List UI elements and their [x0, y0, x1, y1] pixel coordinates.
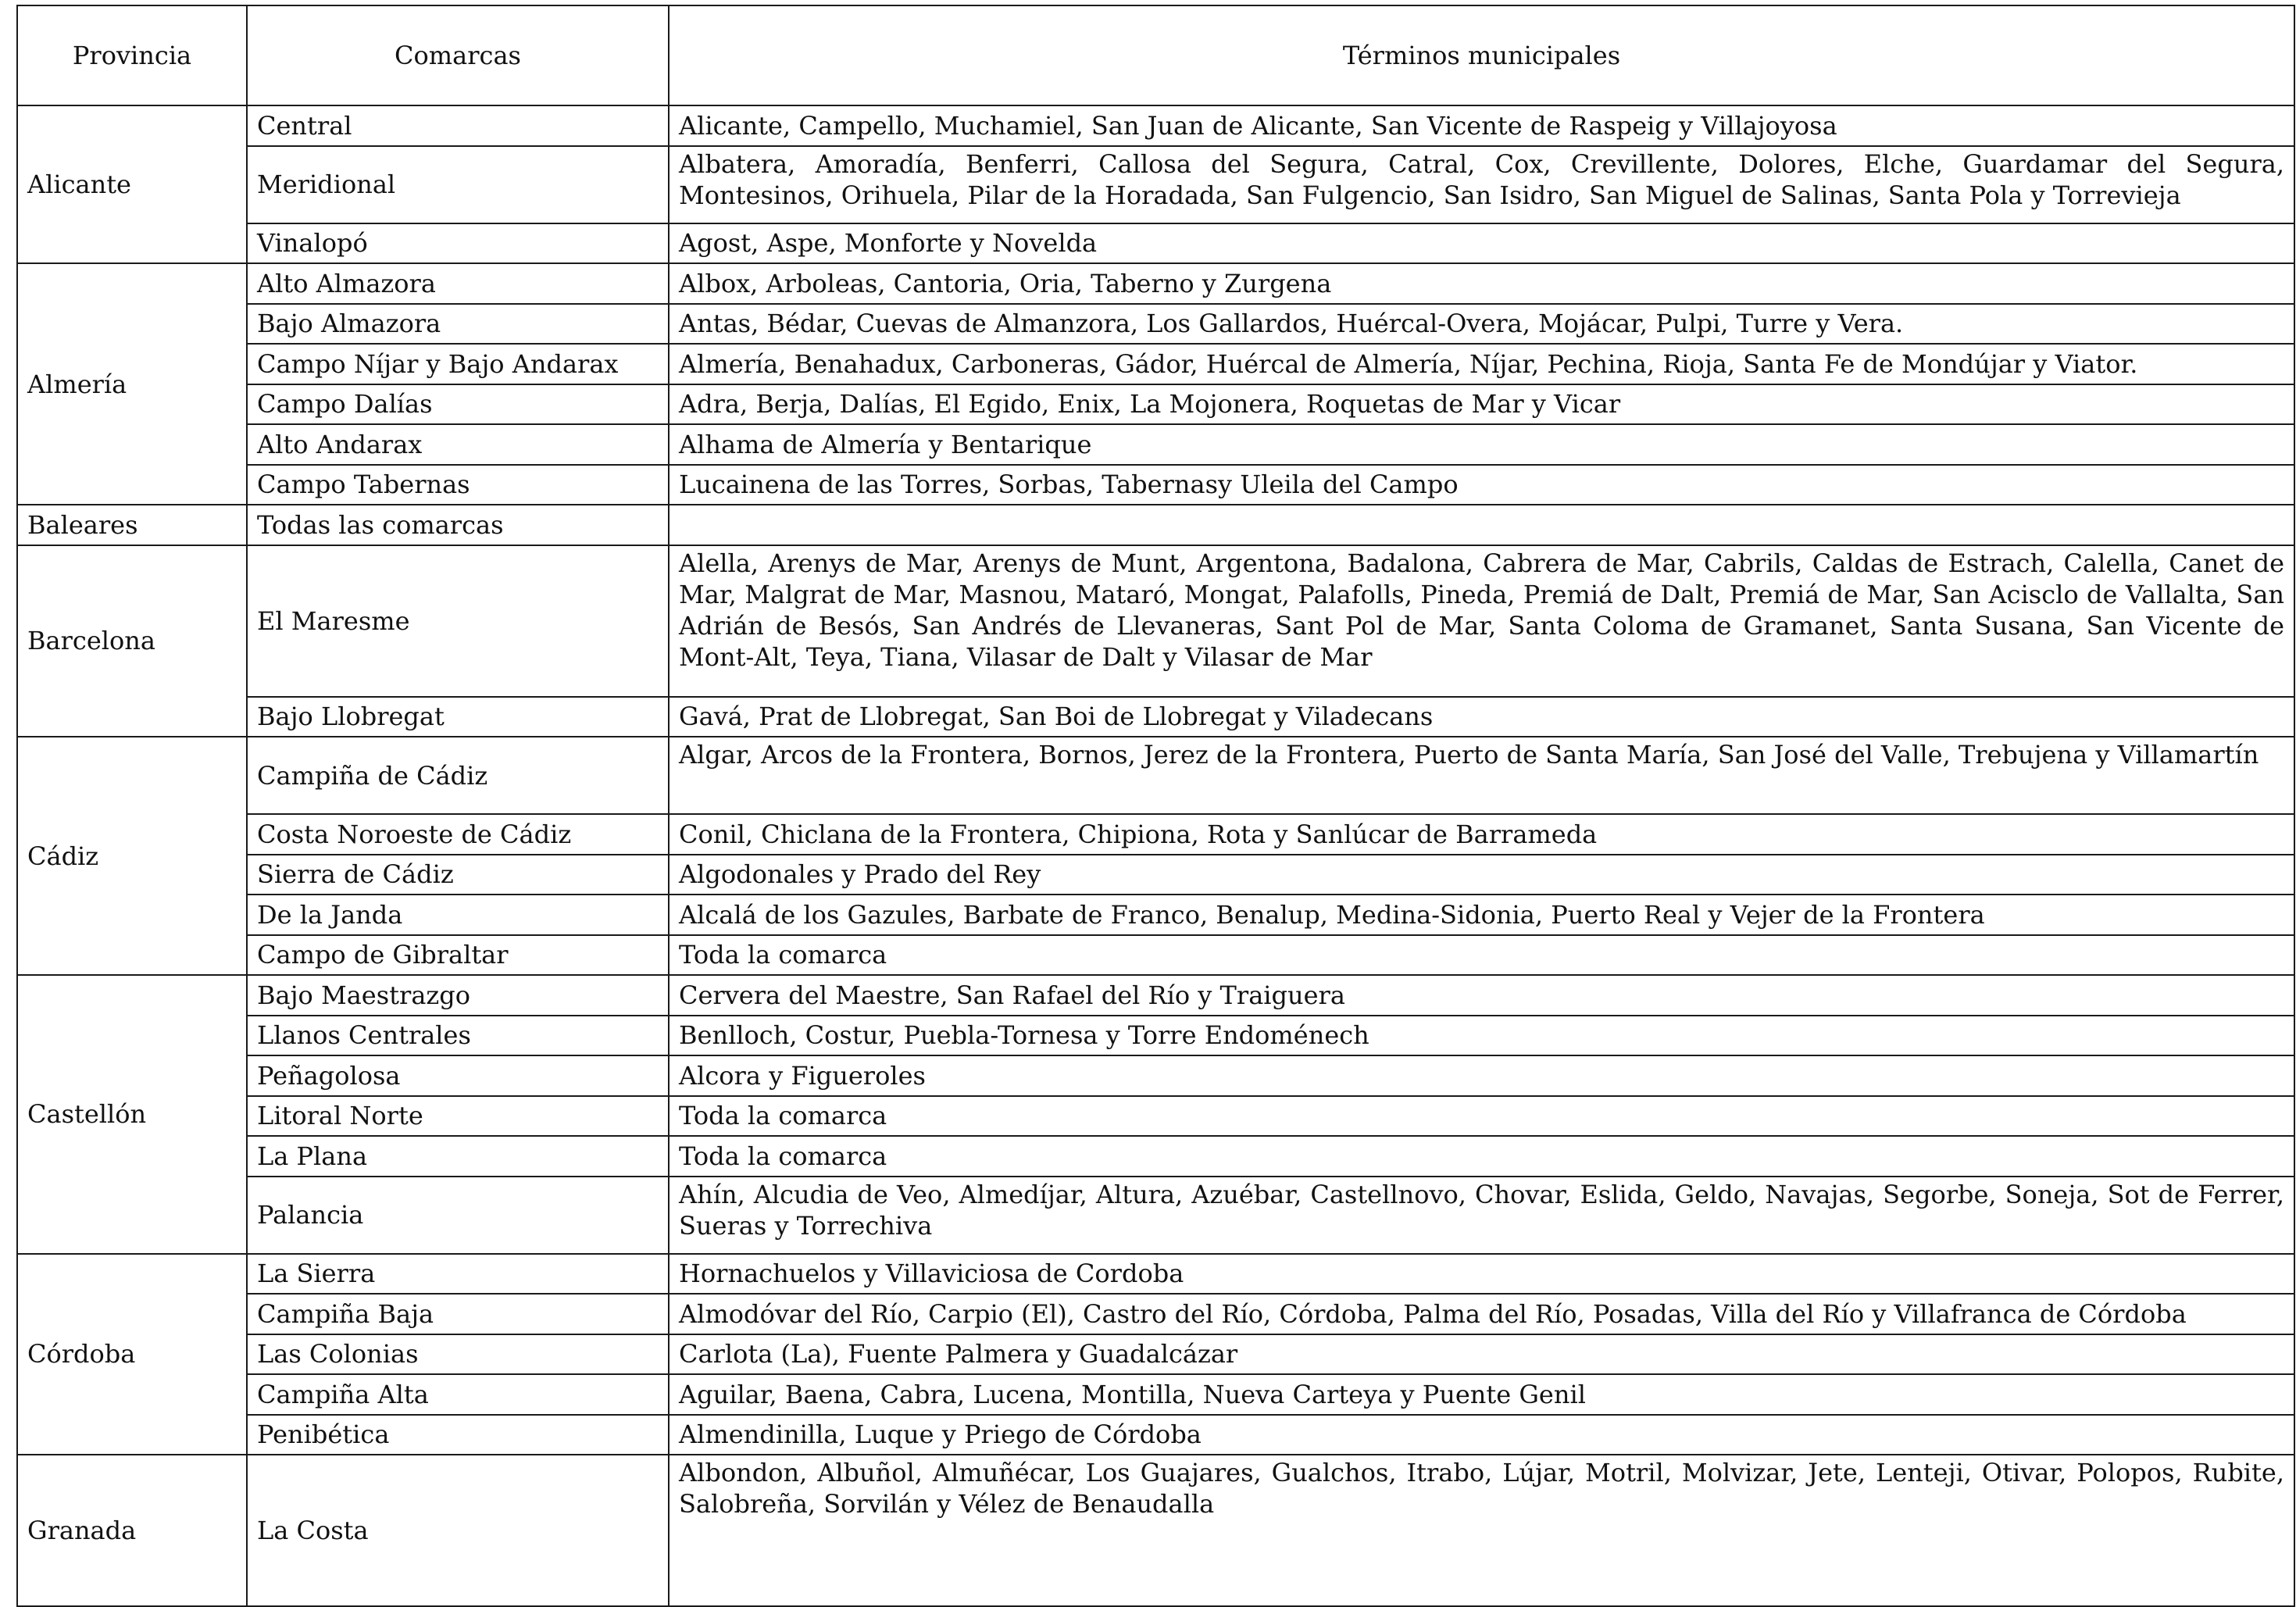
- table-header: [17, 5, 2294, 105]
- terminos-cell: Gavá, Prat de Llobregat, San Boi de Llobregat y Viladecans: [669, 697, 2294, 737]
- table-row: [17, 344, 2294, 384]
- comarca-cell: Alto Andarax: [247, 424, 669, 465]
- terminos-cell: Aguilar, Baena, Cabra, Lucena, Montilla, Nueva Carteya y Puente Genil: [669, 1374, 2294, 1415]
- comarca-cell: La Plana: [247, 1136, 669, 1177]
- table-row: [17, 105, 2294, 146]
- terminos-cell: Toda la comarca: [669, 935, 2294, 976]
- table-row: [17, 223, 2294, 264]
- terminos-cell: Lucainena de las Torres, Sorbas, Tabernasy Uleila del Campo: [669, 465, 2294, 505]
- terminos-cell: Alcora y Figueroles: [669, 1055, 2294, 1096]
- terminos-cell: Hornachuelos y Villaviciosa de Cordoba: [669, 1254, 2294, 1295]
- comarca-cell: Litoral Norte: [247, 1096, 669, 1137]
- terminos-cell: Alhama de Almería y Bentarique: [669, 424, 2294, 465]
- comarca-cell: La Sierra: [247, 1254, 669, 1295]
- table-row: [17, 855, 2294, 895]
- comarca-cell: Campo Dalías: [247, 384, 669, 425]
- comarca-cell: Las Colonias: [247, 1334, 669, 1375]
- terminos-cell: Almendinilla, Luque y Priego de Córdoba: [669, 1415, 2294, 1455]
- terminos-cell: Alella, Arenys de Mar, Arenys de Munt, Argentona, Badalona, Cabrera de Mar, Cabrils, Caldas de Estrach, Calella, Canet de Mar, Malgrat de Mar, Masnou, Mataró, Mongat, Palafolls, Pineda, Premiá de Dalt, Premiá de Mar, San Acisclo de Vallalta, San Adrián de Besós, San Andrés de Llevaneras, Sant Pol de Mar, Santa Coloma de Gramanet, Santa Susana, San Vicente de Mont-Alt, Teya, Tiana, Vilasar de Dalt y Vilasar de Mar: [669, 545, 2294, 697]
- terminos-cell: Antas, Bédar, Cuevas de Almanzora, Los Gallardos, Huércal-Overa, Mojácar, Pulpi, Turre y Vera.: [669, 304, 2294, 345]
- comarca-cell: Todas las comarcas: [247, 505, 669, 545]
- terminos-cell: Alcalá de los Gazules, Barbate de Franco, Benalup, Medina-Sidonia, Puerto Real y Vejer de la Frontera: [669, 895, 2294, 935]
- province-cell: Granada: [17, 1455, 247, 1606]
- province-cell: Córdoba: [17, 1254, 247, 1455]
- table-row: [17, 384, 2294, 425]
- table-row: [17, 697, 2294, 737]
- header-provincia: Provincia: [17, 5, 247, 105]
- terminos-cell: Benlloch, Costur, Puebla-Tornesa y Torre Endoménech: [669, 1016, 2294, 1056]
- header-terminos: Términos municipales: [669, 5, 2294, 105]
- terminos-cell: Conil, Chiclana de la Frontera, Chipiona, Rota y Sanlúcar de Barrameda: [669, 814, 2294, 855]
- province-cell: Barcelona: [17, 545, 247, 737]
- header-row: [17, 5, 2294, 105]
- comarca-cell: Campiña Alta: [247, 1374, 669, 1415]
- terminos-cell: Carlota (La), Fuente Palmera y Guadalcázar: [669, 1334, 2294, 1375]
- province-cell: Baleares: [17, 505, 247, 545]
- terminos-cell: Algar, Arcos de la Frontera, Bornos, Jerez de la Frontera, Puerto de Santa María, San José del Valle, Trebujena y Villamartín: [669, 737, 2294, 814]
- comarca-cell: Costa Noroeste de Cádiz: [247, 814, 669, 855]
- terminos-cell: Algodonales y Prado del Rey: [669, 855, 2294, 895]
- table-row: [17, 1016, 2294, 1056]
- comarca-cell: La Costa: [247, 1455, 669, 1606]
- table-row: [17, 1254, 2294, 1295]
- table-row: [17, 304, 2294, 345]
- province-cell: Cádiz: [17, 737, 247, 975]
- table-row: [17, 1294, 2294, 1334]
- table-row: [17, 1177, 2294, 1254]
- table-row: [17, 1136, 2294, 1177]
- terminos-cell: Alicante, Campello, Muchamiel, San Juan de Alicante, San Vicente de Raspeig y Villajoyosa: [669, 105, 2294, 146]
- table-row: [17, 737, 2294, 814]
- table-row: [17, 505, 2294, 545]
- comarca-cell: Campo Tabernas: [247, 465, 669, 505]
- comarca-cell: Sierra de Cádiz: [247, 855, 669, 895]
- table-row: [17, 935, 2294, 976]
- province-cell: Alicante: [17, 105, 247, 263]
- terminos-cell: Agost, Aspe, Monforte y Novelda: [669, 223, 2294, 264]
- terminos-cell: Albox, Arboleas, Cantoria, Oria, Taberno y Zurgena: [669, 263, 2294, 304]
- table-row: [17, 1096, 2294, 1137]
- terminos-cell: Albatera, Amoradía, Benferri, Callosa del Segura, Catral, Cox, Crevillente, Dolores, Elche, Guardamar del Segura, Montesinos, Orihuela, Pilar de la Horadada, San Fulgencio, San Isidro, San Miguel de Salinas, Santa Pola y Torrevieja: [669, 146, 2294, 223]
- comarca-cell: De la Janda: [247, 895, 669, 935]
- comarca-cell: Palancia: [247, 1177, 669, 1254]
- comarca-cell: Central: [247, 105, 669, 146]
- table-row: [17, 1415, 2294, 1455]
- table-row: [17, 263, 2294, 304]
- terminos-cell: [669, 505, 2294, 545]
- comarca-cell: El Maresme: [247, 545, 669, 697]
- comarca-cell: Vinalopó: [247, 223, 669, 264]
- comarca-cell: Penibética: [247, 1415, 669, 1455]
- table-row: [17, 465, 2294, 505]
- comarca-cell: Campo de Gibraltar: [247, 935, 669, 976]
- comarca-cell: Meridional: [247, 146, 669, 223]
- comarca-cell: Bajo Llobregat: [247, 697, 669, 737]
- comarca-cell: Peñagolosa: [247, 1055, 669, 1096]
- comarca-cell: Bajo Almazora: [247, 304, 669, 345]
- comarca-cell: Llanos Centrales: [247, 1016, 669, 1056]
- table-row: [17, 545, 2294, 697]
- municipalities-table: [16, 5, 2295, 1607]
- table-body: [17, 105, 2294, 1606]
- comarca-cell: Campiña Baja: [247, 1294, 669, 1334]
- comarca-cell: Alto Almazora: [247, 263, 669, 304]
- province-cell: Castellón: [17, 975, 247, 1254]
- table-row: [17, 975, 2294, 1016]
- table-row: [17, 1055, 2294, 1096]
- header-comarcas: Comarcas: [247, 5, 669, 105]
- table-row: [17, 1455, 2294, 1606]
- terminos-cell: Albondon, Albuñol, Almuñécar, Los Guajares, Gualchos, Itrabo, Lújar, Motril, Molvizar, Jete, Lenteji, Otivar, Polopos, Rubite, Salobreña, Sorvilán y Vélez de Benaudalla: [669, 1455, 2294, 1606]
- province-cell: Almería: [17, 263, 247, 505]
- terminos-cell: Ahín, Alcudia de Veo, Almedíjar, Altura, Azuébar, Castellnovo, Chovar, Eslida, Geldo, Navajas, Segorbe, Soneja, Sot de Ferrer, Sueras y Torrechiva: [669, 1177, 2294, 1254]
- table-row: [17, 895, 2294, 935]
- terminos-cell: Adra, Berja, Dalías, El Egido, Enix, La Mojonera, Roquetas de Mar y Vicar: [669, 384, 2294, 425]
- table-row: [17, 1334, 2294, 1375]
- terminos-cell: Almería, Benahadux, Carboneras, Gádor, Huércal de Almería, Níjar, Pechina, Rioja, Santa Fe de Mondújar y Viator.: [669, 344, 2294, 384]
- table-row: [17, 1374, 2294, 1415]
- terminos-cell: Cervera del Maestre, San Rafael del Río y Traiguera: [669, 975, 2294, 1016]
- comarca-cell: Campo Níjar y Bajo Andarax: [247, 344, 669, 384]
- table-row: [17, 814, 2294, 855]
- comarca-cell: Bajo Maestrazgo: [247, 975, 669, 1016]
- terminos-cell: Toda la comarca: [669, 1096, 2294, 1137]
- table-row: [17, 146, 2294, 223]
- terminos-cell: Almodóvar del Río, Carpio (El), Castro del Río, Córdoba, Palma del Río, Posadas, Villa del Río y Villafranca de Córdoba: [669, 1294, 2294, 1334]
- terminos-cell: Toda la comarca: [669, 1136, 2294, 1177]
- table-row: [17, 424, 2294, 465]
- comarca-cell: Campiña de Cádiz: [247, 737, 669, 814]
